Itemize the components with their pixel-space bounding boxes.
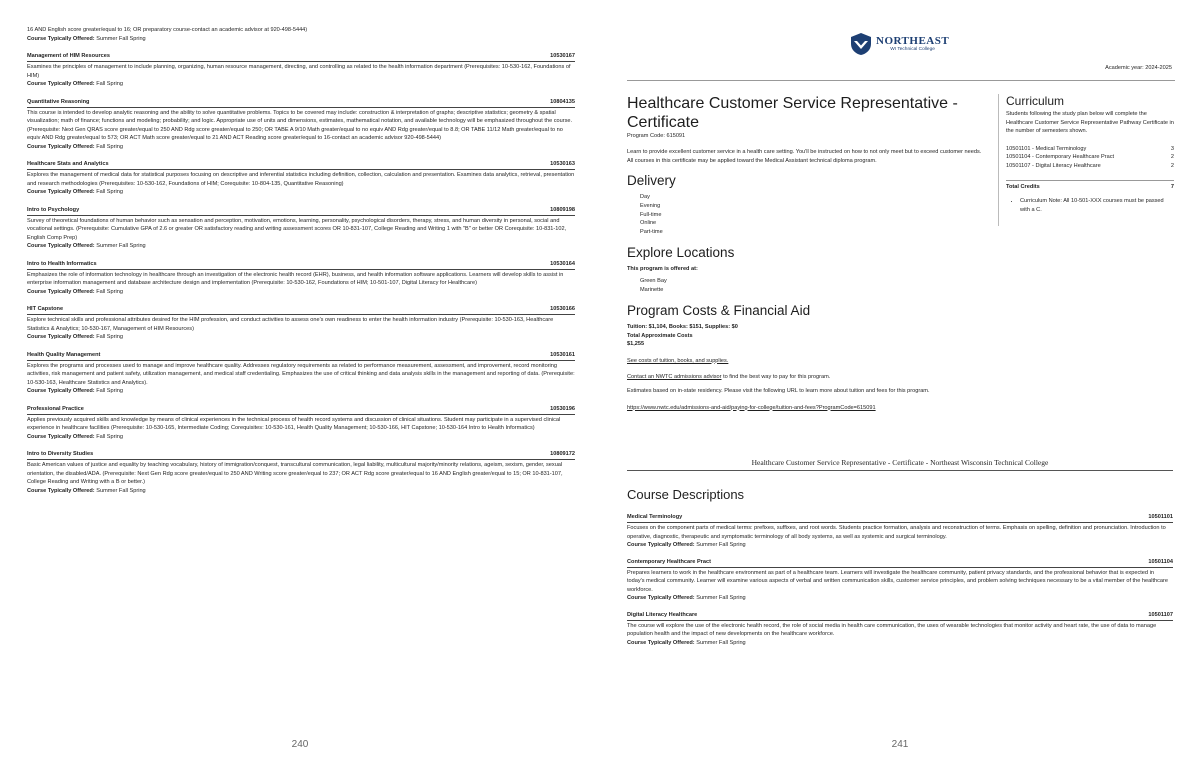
course-header — [627, 558, 1173, 568]
curriculum-course: 10501101 - Medical Terminology — [1006, 145, 1087, 152]
left-course-list — [27, 52, 575, 495]
offered-label: Course Typically Offered: — [27, 288, 95, 295]
course-description: Emphasizes the role of information technology in healthcare through an investigation of the electronic health record (EHR), business, and health information software applications. Learners will develop skills to assist in enterprise information management and database architecture design and implementation (Prerequisite: 10-530-162, Foundations of HIM; 10-501-107, Digital Literacy for Healthcare) — [27, 271, 564, 286]
curriculum-heading: Curriculum — [1006, 94, 1065, 108]
course-entry — [27, 305, 575, 342]
curriculum-credits: 2 — [1170, 154, 1174, 161]
course-offered — [27, 333, 575, 342]
course-name: Intro to Psychology — [27, 206, 80, 213]
academic-year: Academic year: 2024-2025 — [1105, 65, 1172, 71]
course-entry — [27, 52, 575, 89]
course-name: Digital Literacy Healthcare — [627, 611, 698, 618]
locations-list — [640, 277, 987, 295]
course-name: Professional Practice — [27, 405, 84, 412]
offered-label: Course Typically Offered: — [27, 487, 95, 494]
course-offered — [27, 242, 575, 251]
delivery-item: Full-time — [640, 211, 662, 218]
offered-value: Fall Spring — [96, 433, 123, 440]
advisor-line — [627, 373, 987, 382]
course-name: Healthcare Stats and Analytics — [27, 161, 109, 167]
tuition-line: Tuition: $1,104, Books: $151, Supplies: $0 — [627, 324, 738, 331]
offered-label: Course Typically Offered: — [27, 433, 95, 440]
program-main-column — [627, 94, 987, 414]
offered-value: Fall Spring — [96, 288, 123, 295]
course-code: 10809198 — [550, 206, 575, 213]
course-header — [27, 450, 575, 460]
course-header — [27, 260, 575, 270]
total-costs-label: Total Approximate Costs — [627, 332, 693, 339]
course-descriptions-heading: Course Descriptions — [627, 487, 745, 502]
curriculum-note: • Curriculum Note: All 10-501-XXX courses must be passed with a C. — [1020, 197, 1174, 214]
curriculum-row — [1006, 153, 1174, 162]
curriculum-credits: 2 — [1170, 162, 1174, 169]
delivery-item: Part-time — [640, 229, 663, 236]
curriculum-total-row — [1006, 180, 1174, 191]
course-description: Basic American values of justice and equality by teaching vocabulary, history of immigration/conquest, transcultural communication, legal liability, multicultural majority/minority relations, ageism, sexism, gender, sexual orientation, the disabled/ADA. (Prerequisite: Next Gen Rdg score greater/equal to 250 AND Writing score greater/equal to 237; OR ACT Rdg score greater/equal to 16 AND English greater/equal to 15; OR 10-831-107, College Reading and Writing with a B or better.) — [27, 462, 563, 485]
curriculum-row — [1006, 162, 1174, 171]
shield-logo-icon — [850, 32, 872, 56]
curriculum-table — [1006, 145, 1174, 171]
course-code: 10530161 — [550, 351, 575, 358]
logo-name: NORTHEAST — [876, 34, 950, 47]
offered-value: Fall Spring — [96, 334, 123, 340]
offered-label: Course Typically Offered: — [27, 243, 95, 249]
offered-label: Course Typically Offered: — [27, 35, 95, 42]
offered-value: Fall Spring — [96, 143, 123, 150]
course-offered — [627, 639, 1173, 648]
lead-text: 16 AND English score greater/equal to 16; OR preparatory course-contact an academic advisor at 920-498-5444) — [27, 27, 308, 33]
course-description: Examines the principles of management to include planning, organizing, human resource management, directing, and controlling as related to the health information department (Prerequisites: 10-530-162, Foundations of HIM) — [27, 64, 571, 79]
course-descriptions-list — [627, 513, 1173, 647]
offered-value: Summer Fall Spring — [696, 639, 746, 646]
curriculum-credits: 3 — [1170, 145, 1174, 152]
header-divider — [627, 80, 1175, 81]
course-offered — [627, 594, 1173, 603]
course-entry — [27, 450, 575, 495]
course-code: 10530167 — [550, 53, 575, 59]
course-code: 10501107 — [1148, 611, 1173, 618]
course-header — [27, 305, 575, 315]
course-code: 10809172 — [550, 451, 575, 457]
course-description: Survey of theoretical foundations of human behavior such as sensation and perception, motivation, emotions, learning, personality, psychological disorders, therapy, stress, and human diversity in personal, social and vocational settings. (Prerequisite: Cumulative GPA of 2.6 or greater OR satisfactory reading and writing assessment scores OR 10-831-107, College Reading and Writing 1 with "B" or better OR Corequisite: 10-831-102, English Comp Prep) — [27, 217, 567, 241]
curriculum-note-list — [1020, 197, 1174, 214]
course-entry — [627, 611, 1173, 648]
course-description: Explore technical skills and professional attributes desired for the HIM profession, and conduct activities to assess one's own readiness to enter the health information industry (Prerequisite: 10-530-163, Healthcare Statistics & Analytics; 10-530-167, Management of HIM Resources) — [27, 317, 554, 332]
offered-label: Course Typically Offered: — [627, 595, 695, 601]
total-credits-value: 7 — [1170, 184, 1174, 191]
offered-value: Summer Fall Spring — [96, 487, 146, 494]
location-item: Green Bay — [640, 278, 667, 285]
page-number-right: 241 — [891, 739, 909, 750]
course-entry — [27, 260, 575, 297]
program-code: Program Code: 615091 — [627, 133, 686, 139]
course-entry — [27, 160, 575, 197]
delivery-list — [640, 193, 987, 237]
course-offered — [27, 433, 575, 442]
course-header — [27, 351, 575, 361]
curriculum-divider — [998, 94, 999, 226]
logo-subtitle: WI Technical College — [890, 46, 935, 52]
delivery-item: Online — [640, 220, 657, 227]
total-costs-value: $1,255 — [627, 341, 645, 348]
right-page — [600, 0, 1200, 776]
course-code: 10530166 — [550, 306, 575, 312]
course-name: Contemporary Healthcare Pract — [627, 558, 711, 565]
course-entry — [627, 513, 1173, 550]
course-description: The course will explore the use of the electronic health record, the role of social media in health care communication, the uses of wearable technologies that monitor activity and heart rate, the use of data to manage population health and the impact of new developments on the healthcare workforce. — [627, 622, 1157, 637]
advisor-link[interactable]: Contact an NWTC admissions advisor — [627, 373, 722, 380]
course-name: Medical Terminology — [627, 514, 683, 520]
location-item: Marinette — [640, 287, 664, 294]
total-credits-label: Total Credits — [1006, 184, 1040, 191]
offered-label: Course Typically Offered: — [27, 143, 95, 150]
course-description: Applies previously acquired skills and knowledge by means of clinical experiences in the technical process of health record systems and discussion of clinical situations. Student may participate in a supervised clinical experience in healthcare facilities (Prerequisite: 10-530-165, Intermediate Coding; Corequisites: 10-530-161, Health Quality Management; 10-530-166, HIT Capstone; 10-530-164 Intro to Health Informatics) — [27, 416, 561, 431]
course-name: Intro to Health Informatics — [27, 260, 97, 267]
course-offered — [27, 387, 575, 396]
course-offered — [27, 143, 575, 152]
tuition-url-link[interactable]: https://www.nwtc.edu/admissions-and-aid/paying-for-college/tuition-and-fees?ProgramCode=615091 — [627, 404, 876, 411]
offered-value: Summer Fall Spring — [96, 243, 146, 249]
offered-value: Fall Spring — [96, 388, 123, 394]
offered-value: Summer Fall Spring — [96, 35, 146, 42]
see-costs-link[interactable]: See costs of tuition, books, and supplies. — [627, 357, 729, 364]
course-description: Prepares learners to work in the healthcare environment as part of a healthcare team. Learners will investigate the healthcare community, patient privacy standards, and the professional behavior that is expected in today's medical community. Learner will examine various aspects of verbal and written communication skills, customer service principles, and problem solving techniques necessary to be a vital member of the healthcare workforce. — [627, 569, 1169, 593]
offered-label: Course Typically Offered: — [27, 189, 95, 195]
course-name: HIT Capstone — [27, 306, 64, 312]
delivery-heading: Delivery — [627, 173, 676, 188]
course-description: This course is intended to develop analytic reasoning and the ability to solve quantitative problems. Topics to be covered may include: construction & interpretation of graphs; descriptive statistics; geometry & spatial visualization; math of finance; functions and modeling; probability; and logic. Appropriate use of units and dimensions, estimates, mathematical notation, and available technology will be emphasized throughout the course. (Prerequisite: Next Gen QRAS score greater/equal to 250 AND Rdg score greater/equal to 250; OR TABE A 9/10 Math greater/equal to no equiv AND Rdg greater/equal to 8.8; OR TABE 11/12 Math greater/equal to no equiv AND Rdg greater/equal to 573; OR ACT Math score greater/equal to 21 AND ACT Reading score greater/equal to 16-contact an academic advisor 920-498-5444) — [27, 109, 573, 141]
advisor-rest-text: to find the best way to pay for this program. — [721, 373, 831, 380]
course-header — [27, 405, 575, 415]
course-code: 10501104 — [1148, 558, 1173, 565]
course-descriptions-section — [627, 487, 1173, 655]
offered-label: Course Typically Offered: — [627, 542, 695, 548]
lead-offered — [27, 35, 575, 44]
course-description: Explores the management of medical data for statistical purposes focusing on descriptive and inferential statistics including definition, collection, calculation and presentation. Examines data analytics, retrieval, presentation and research methodologies (Prerequisites: 10-530-162, Foundations of HIM; Corequisite: 10-804-135, Quantitative Reasoning) — [27, 172, 575, 187]
course-name: Health Quality Management — [27, 351, 101, 358]
course-code: 10530196 — [550, 405, 575, 412]
course-name: Quantitative Reasoning — [27, 98, 90, 105]
course-entry — [27, 98, 575, 152]
course-header — [627, 611, 1173, 621]
offered-value: Summer Fall Spring — [696, 595, 746, 601]
course-code: 10501101 — [1148, 514, 1173, 520]
course-code: 10530164 — [550, 260, 575, 267]
course-offered — [27, 487, 575, 496]
course-offered — [27, 80, 575, 89]
offered-label: Course Typically Offered: — [27, 334, 95, 340]
course-description: Explores the programs and processes used to manage and improve healthcare quality. Addresses regulatory requirements as related to performance measurement, assessment, and improvement, record monitoring activities, risk management and patient safety, utilization management, and medical staff credentialing. Emphasizes the use of critical thinking and data analysis skills in the management and reporting of data. (Prerequisite: 10-530-163, Healthcare Statistics and Analytics). — [27, 362, 575, 386]
course-description: Focuses on the component parts of medical terms: prefixes, suffixes, and root words. Students practice formation, analysis and reconstruction of terms. Emphasis on spelling, definition and pronunciation. Introduction to operative, diagnostic, therapeutic and symptomatic terminology of all body systems, as well as systemic and surgical terminology. — [627, 525, 1166, 540]
course-offered — [627, 541, 1173, 550]
delivery-item: Day — [640, 194, 650, 200]
curriculum-row — [1006, 145, 1174, 154]
estimate-text: Estimates based on in-state residency. Please visit the following URL to learn more about tuition and fees for this program. — [627, 388, 930, 395]
course-entry — [27, 405, 575, 442]
logo-text — [876, 36, 949, 53]
offered-value: Fall Spring — [96, 189, 123, 195]
offered-label: Course Typically Offered: — [27, 81, 95, 87]
offered-at-label: This program is offered at: — [627, 265, 698, 272]
curriculum-column — [1006, 94, 1174, 214]
offered-value: Fall Spring — [96, 81, 123, 87]
college-logo — [850, 30, 960, 58]
course-code: 10530163 — [550, 161, 575, 167]
page-number-left: 240 — [291, 739, 309, 750]
locations-heading: Explore Locations — [627, 244, 735, 260]
course-entry — [27, 351, 575, 396]
course-entry — [27, 206, 575, 251]
curriculum-course: 10501104 - Contemporary Healthcare Pract — [1006, 154, 1115, 161]
course-entry — [627, 558, 1173, 603]
left-page-column — [27, 26, 575, 495]
course-offered — [27, 288, 575, 297]
course-offered — [27, 188, 575, 197]
course-header — [27, 98, 575, 108]
curriculum-desc: Students following the study plan below will complete the Healthcare Customer Service Representative Pathway Certificate in the number of semesters shown. — [1006, 111, 1174, 134]
course-header — [27, 52, 575, 62]
program-title: Healthcare Customer Service Representative - Certificate — [627, 95, 958, 131]
course-header — [27, 206, 575, 216]
offered-label: Course Typically Offered: — [627, 639, 695, 646]
course-name: Intro to Diversity Studies — [27, 451, 94, 457]
course-header — [627, 513, 1173, 523]
course-code: 10804135 — [550, 98, 575, 105]
page-footer-title: Healthcare Customer Service Representative - Certificate - Northeast Wisconsin Technical College — [627, 458, 1173, 471]
delivery-item: Evening — [640, 202, 661, 209]
costs-heading: Program Costs & Financial Aid — [627, 303, 811, 319]
curriculum-course: 10501107 - Digital Literacy Healthcare — [1006, 162, 1101, 169]
offered-label: Course Typically Offered: — [27, 388, 95, 394]
course-name: Management of HIM Resources — [27, 53, 110, 59]
program-intro: Learn to provide excellent customer service in a health care setting. You'll be instructed on how to not only meet but to exceed customer needs. All courses in this certificate may be applied toward the Medical Assistant technical diploma program. — [627, 149, 982, 164]
offered-value: Summer Fall Spring — [696, 542, 746, 548]
course-header — [27, 160, 575, 170]
